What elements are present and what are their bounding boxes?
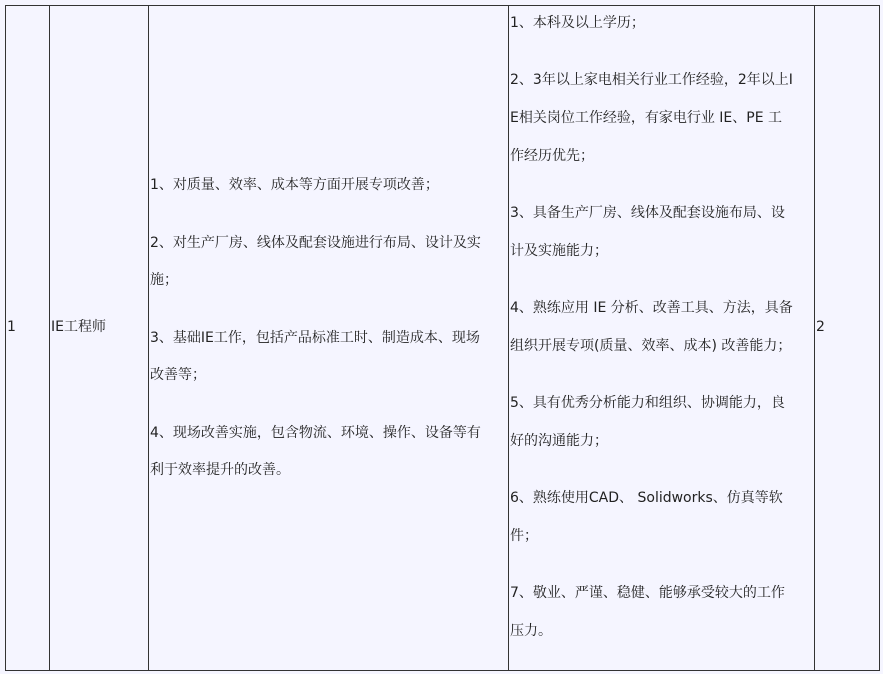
requirement-line: 5、具有优秀分析能力和组织、协调能力，良 <box>510 395 785 411</box>
requirement-line: 7、敬业、严谨、稳健、能够承受较大的工作 <box>510 585 785 601</box>
row-index: 1 <box>7 319 16 335</box>
responsibility-line: 施； <box>150 272 178 288</box>
column-divider-4 <box>814 5 815 671</box>
job-table <box>5 5 880 671</box>
headcount: 2 <box>816 319 825 335</box>
requirement-line: 件； <box>510 528 538 544</box>
requirement-line: 4、熟练应用 IE 分析、改善工具、方法，具备 <box>510 300 793 316</box>
requirement-line: 压力。 <box>510 623 552 639</box>
requirement-line: 作经历优先； <box>510 148 594 164</box>
responsibility-line: 改善等； <box>150 367 206 383</box>
requirement-line: 计及实施能力； <box>510 243 608 259</box>
column-divider-2 <box>148 5 149 671</box>
requirement-line: 1、本科及以上学历； <box>510 15 645 31</box>
responsibility-line: 1、对质量、效率、成本等方面开展专项改善； <box>150 177 439 193</box>
responsibility-line: 利于效率提升的改善。 <box>150 462 290 478</box>
responsibility-line: 2、对生产厂房、线体及配套设施进行布局、设计及实 <box>150 235 481 251</box>
table-border-left <box>5 5 6 671</box>
requirement-line: 6、熟练使用CAD、 Solidworks、仿真等软 <box>510 490 783 506</box>
responsibilities-cell <box>150 5 508 671</box>
responsibility-line: 3、基础IE工作，包括产品标准工时、制造成本、现场 <box>150 330 480 346</box>
requirement-line: 3、具备生产厂房、线体及配套设施布局、设 <box>510 205 785 221</box>
table-border-right <box>879 5 880 671</box>
responsibility-line: 4、现场改善实施，包含物流、环境、操作、设备等有 <box>150 425 481 441</box>
job-title: IE工程师 <box>51 319 106 335</box>
column-divider-3 <box>508 5 509 671</box>
column-divider-1 <box>49 5 50 671</box>
requirement-line: 组织开展专项(质量、效率、成本) 改善能力； <box>510 338 792 354</box>
requirements-cell <box>510 5 814 671</box>
requirement-line: E相关岗位工作经验，有家电行业 IE、PE 工 <box>510 110 783 126</box>
requirement-line: 好的沟通能力； <box>510 433 608 449</box>
requirement-line: 2、3年以上家电相关行业工作经验，2年以上I <box>510 72 793 88</box>
